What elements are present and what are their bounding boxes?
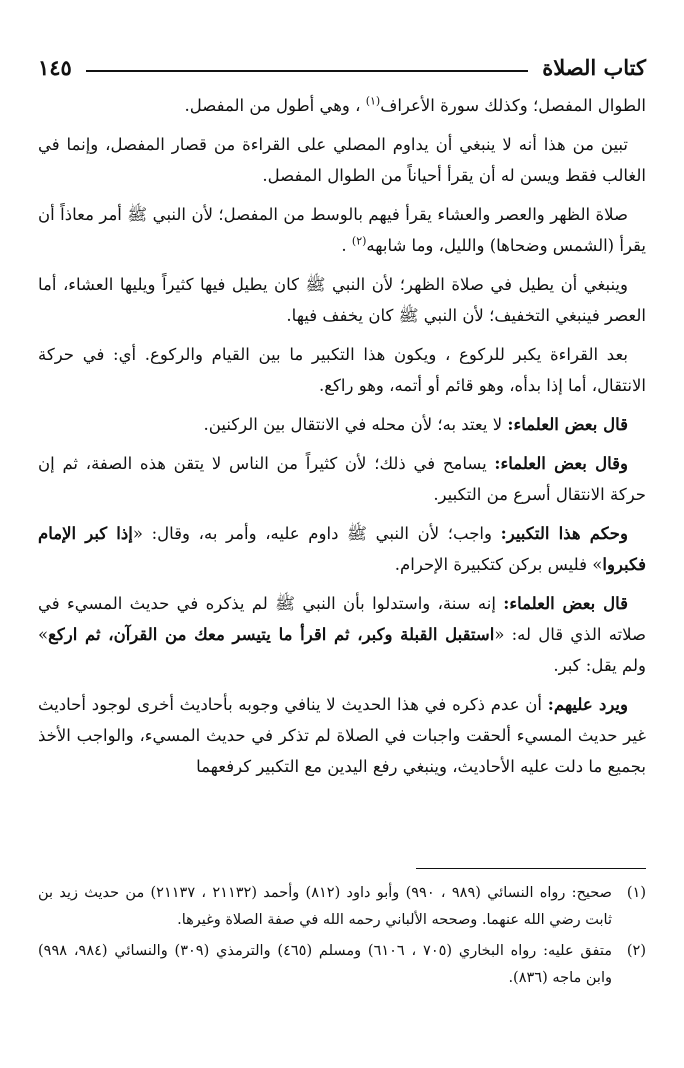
paragraph [38,448,646,510]
text-segment: » ولم يقل: كبر. [38,625,646,675]
footnotes [38,880,646,996]
running-title: كتاب الصلاة [542,54,646,80]
bold-text: قال بعض العلماء: [503,594,629,613]
text-segment: يسامح في ذلك؛ لأن كثيراً من الناس لا يتقن هذه الصفة، ثم إن حركة الانتقال أسرع من التكبير. [38,454,646,504]
text-segment: . [341,236,352,255]
text-segment: أن عدم ذكره في هذا الحديث لا ينافي وجوبه بأحاديث أخرى لوجود أحاديث غير حديث المسيء ألحقت واجبات في الصلاة لم تذكر في حديث المسيء، والواجب الأخذ بجميع ما دلت عليه الأحاديث، وينبغي رفع اليدين مع التكبير كرفعهما [38,695,646,776]
bold-text: وحكم هذا التكبير: [500,524,628,543]
text-segment: لا يعتد به؛ لأن محله في الانتقال بين الركنين. [203,415,508,434]
bold-text: وقال بعض العلماء: [494,454,628,473]
paragraph [38,269,646,331]
paragraph [38,689,646,782]
paragraph [38,129,646,191]
bold-text: قال بعض العلماء: [507,415,628,434]
text-segment: واجب؛ لأن النبي ﷺ داوم عليه، وأمر به، وقال: « [132,524,501,543]
main-text [38,90,646,790]
footnote [38,880,646,934]
footnote-number: (١) [626,885,646,901]
footnote-ref: (٢) [351,234,367,248]
footnote-ref: (١) [365,94,381,108]
page-header [38,52,646,82]
footnote [38,938,646,992]
header-rule [86,70,528,72]
footnote-text: صحيح: رواه النسائي (٩٨٩ ، ٩٩٠) وأبو داود (٨١٢) وأحمد (٢١١٣٢ ، ٢١١٣٧) من حديث زيد بن ثابت رضي الله عنهما. وصححه الألباني رحمه الله في صفة الصلاة وغيرها. [38,885,612,928]
page-number: ١٤٥ [38,54,72,80]
paragraph [38,339,646,401]
paragraph [38,518,646,580]
footnote-text: متفق عليه: رواه البخاري (٧٠٥ ، ٦١٠٦) ومسلم (٤٦٥) والترمذي (٣٠٩) والنسائي (٩٨٤، ٩٩٨) وابن ماجه (٨٣٦). [38,943,612,986]
paragraph [38,199,646,261]
paragraph [38,90,646,121]
bold-text: استقبل القبلة وكبر، ثم اقرأ ما يتيسر معك من القرآن، ثم اركع [48,625,495,644]
text-segment: بعد القراءة يكبر للركوع ، ويكون هذا التكبير ما بين القيام والركوع. أي: في حركة الانتقال، أما إذا بدأه، وهو قائم أو أتمه، وهو راكع. [38,345,646,395]
text-segment: تبين من هذا أنه لا ينبغي أن يداوم المصلي على القراءة من قصار المفصل، وإنما في الغالب فقط ويسن له أن يقرأ أحياناً من الطوال المفصل. [38,135,646,185]
footnote-number: (٢) [626,943,646,959]
bold-text: ويرد عليهم: [547,695,628,714]
text-segment: ، وهي أطول من المفصل. [184,96,366,115]
text-segment: صلاة الظهر والعصر والعشاء يقرأ فيهم بالوسط من المفصل؛ لأن النبي ﷺ أمر معاذاً أن يقرأ (الشمس وضحاها) والليل، وما شابهه [38,205,646,255]
text-segment: وينبغي أن يطيل في صلاة الظهر؛ لأن النبي ﷺ كان يطيل فيها كثيراً ويليها العشاء، أما العصر فينبغي التخفيف؛ لأن النبي ﷺ كان يخفف فيها. [38,275,646,325]
paragraph [38,409,646,440]
text-segment: إنه سنة، واستدلوا بأن النبي ﷺ لم يذكره في حديث المسيء في صلاته الذي قال له: « [38,594,646,644]
paragraph [38,588,646,681]
bold-text: إذا كبر الإمام فكبروا [38,524,646,574]
footnote-divider [416,868,646,869]
text-segment: » فليس بركن كتكبيرة الإحرام. [394,555,603,574]
text-segment: الطوال المفصل؛ وكذلك سورة الأعراف [380,96,646,115]
